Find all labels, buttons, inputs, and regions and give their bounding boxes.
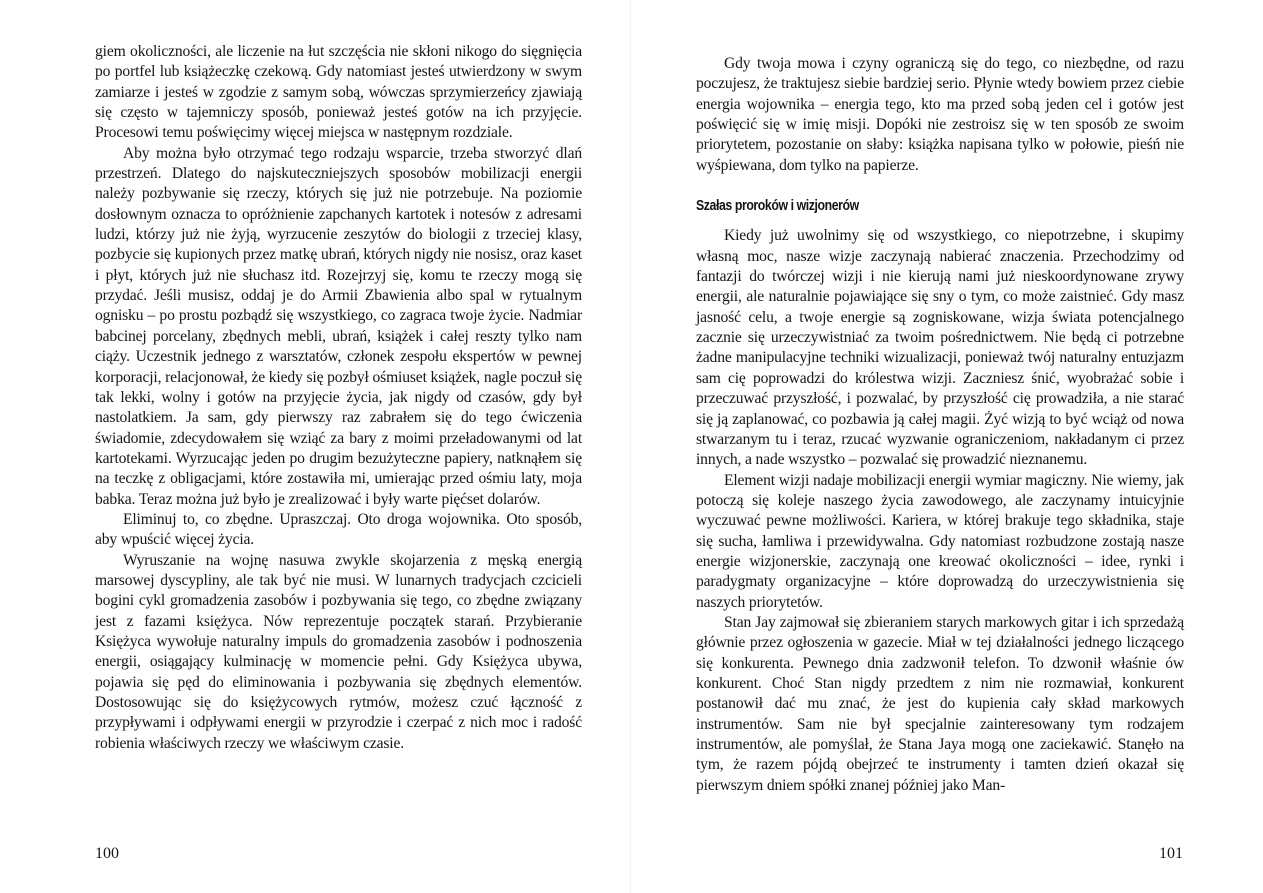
left-page-text	[95, 42, 582, 754]
paragraph: Stan Jay zajmował się zbieraniem starych markowych gitar i ich sprzedażą głównie przez ogłoszenia w gazecie. Miał w tej działalności jednego liczącego się konkurenta. Pewnego dnia zadzwonił telefon. To dzwonił właśnie ów konkurent. Choć Stan nigdy przedtem z nim nie rozmawiał, konkurent postanowił dać mu znać, że jest do kupienia cały skład markowych instrumentów. Sam nie był specjalnie zainteresowany tym rodzajem instrumentów, ale pomyślał, że Stana Jaya mogą one zaciekawić. Stanęło na tym, że razem pójdą obejrzeć te instrumenty i tamten dzień okazał się pierwszym dniem spółki znanej później jako Man-	[696, 613, 1184, 794]
page-number: 101	[1159, 845, 1183, 862]
paragraph: Wyruszanie na wojnę nasuwa zwykle skojarzenia z męską energią marsowej dyscypliny, ale tak być nie musi. W lunarnych tradycjach czcicieli bogini cykl gromadzenia zasobów i pozbywania się tego, co zbędne związany jest z fazami księżyca. Nów reprezentuje początek starań. Przybieranie Księżyca wywołuje naturalny impuls do gromadzenia zasobów i podnoszenia energii, osiągający kulminację w momencie pełni. Gdy Księżyca ubywa, pojawia się pęd do eliminowania i pozbywania się zbędnych elementów. Dostosowując się do księżycowych rytmów, możesz czuć łączność z przypływami i odpływami energii w przyrodzie i czerpać z nich moc i radość robienia właściwych rzeczy we właściwym czasie.	[95, 551, 582, 752]
paragraph: giem okoliczności, ale liczenie na łut szczęścia nie skłoni nikogo do sięgnięcia po portfel lub książeczkę czekową. Gdy natomiast jesteś utwierdzony w swym zamiarze i jesteś w zgodzie z samym sobą, wówczas sprzymierzeńcy zjawiają się często w tajemniczy sposób, ponieważ jesteś gotów na ich przyjęcie. Procesowi temu poświęcimy więcej miejsca w następnym rozdziale.	[95, 43, 582, 142]
paragraph: Element wizji nadaje mobilizacji energii wymiar magiczny. Nie wiemy, jak potoczą się koleje naszego życia zawodowego, ale zaczynamy intuicyjnie wyczuwać pewne możliwości. Kariera, w której brakuje tego składnika, staje się sucha, łamliwa i przewidywalna. Gdy natomiast rozbudzone zostają nasze energie wizjonerskie, zaczynają one kreować okoliczności – idee, rynki i paradygmaty organizacyjne – które doprowadzą do urzeczywistnienia się naszych priorytetów.	[696, 471, 1184, 611]
paragraph: Eliminuj to, co zbędne. Upraszczaj. Oto droga wojownika. Oto sposób, aby wpuścić więcej życia.	[95, 510, 582, 549]
paragraph: Gdy twoja mowa i czyny ograniczą się do tego, co niezbędne, od razu poczujesz, że traktujesz siebie bardziej serio. Płynie wtedy bowiem przez ciebie energia wojownika – energia tego, kto ma przed sobą jeden cel i gotów jest poświęcić się w imię misji. Dopóki nie zestroisz się w ten sposób ze swoim priorytetem, pozostanie on słaby: książka napisana tylko w połowie, pieśń nie wyśpiewana, dom tylko na papierze.	[696, 55, 1184, 174]
paragraph: Kiedy już uwolnimy się od wszystkiego, co niepotrzebne, i skupimy własną moc, nasze wizje zaczynają nabierać znaczenia. Przechodzimy od fantazji do twórczej wizji i nie kierują nami już nieskoordynowane zrywy energii, ale naturalnie pojawiające się sny o tym, co może zaistnieć. Gdy masz jasność celu, a twoje energie są zogniskowane, wizja świata potencjalnego zacznie się urzeczywistniać za twoim pośrednictwem. Nie będą ci potrzebne żadne manipulacyjne techniki wizualizacji, ponieważ twój naturalny entuzjazm sam cię poprowadzi do królestwa wizji. Zaczniesz śnić, wyobrażać sobie i przeczuwać przyszłość, i pozwalać, by przyszłość cię prowadziła, a nie starać się ją zaplanować, co pozbawia ją całej magii. Żyć wizją to być wciąż od nowa stwarzanym tu i teraz, rzucać wyzwanie ograniczeniom, nakładanym ci przez innych, a nade wszystko – pozwalać się prowadzić nieznanemu.	[696, 227, 1184, 469]
right-page-text	[696, 54, 1184, 796]
left-page	[0, 0, 631, 893]
right-page	[631, 0, 1263, 893]
section-heading: Szałas proroków i wizjonerów	[696, 197, 859, 215]
page-number: 100	[95, 845, 119, 862]
paragraph: Aby można było otrzymać tego rodzaju wsparcie, trzeba stworzyć dlań przestrzeń. Dlatego do najskuteczniejszych sposobów mobilizacji energii należy pozbywanie się rzeczy, których się już nie potrzebuje. Na poziomie dosłownym oznacza to opróżnienie zapchanych kartotek i notesów z adresami ludzi, którzy już nie żyją, wyrzucenie zeszytów do biologii z trzeciej klasy, pozbycie się kupionych przez matkę ubrań, których nigdy nie nosisz, oraz kaset i płyt, których już nie słuchasz itd. Rozejrzyj się, komu te rzeczy mogą się przydać. Jeśli musisz, oddaj je do Armii Zbawienia albo spal w rytualnym ognisku – po prostu pozbądź się wszystkiego, co zagraca twoje życie. Nadmiar babcinej porcelany, zbędnych mebli, ubrań, książek i całej reszty tylko nam ciąży. Uczestnik jednego z warsztatów, członek zespołu ekspertów w pewnej korporacji, relacjonował, że kiedy się pozbył ośmiuset książek, nagle poczuł się tak lekki, wolny i gotów na przyjęcie życia, jak nigdy od czasów, gdy był nastolatkiem. Ja sam, gdy pierwszy raz zabrałem się do tego ćwiczenia świadomie, zdecydowałem się wziąć za bary z moimi przeładowanymi od lat kartotekami. Wyrzucając jeden po drugim bezużyteczne papiery, natknąłem się na teczkę z obligacjami, które zostawiła mi, umierając przed ośmiu laty, moja babka. Teraz można już było je zrealizować i były warte pięćset dolarów.	[95, 144, 582, 508]
